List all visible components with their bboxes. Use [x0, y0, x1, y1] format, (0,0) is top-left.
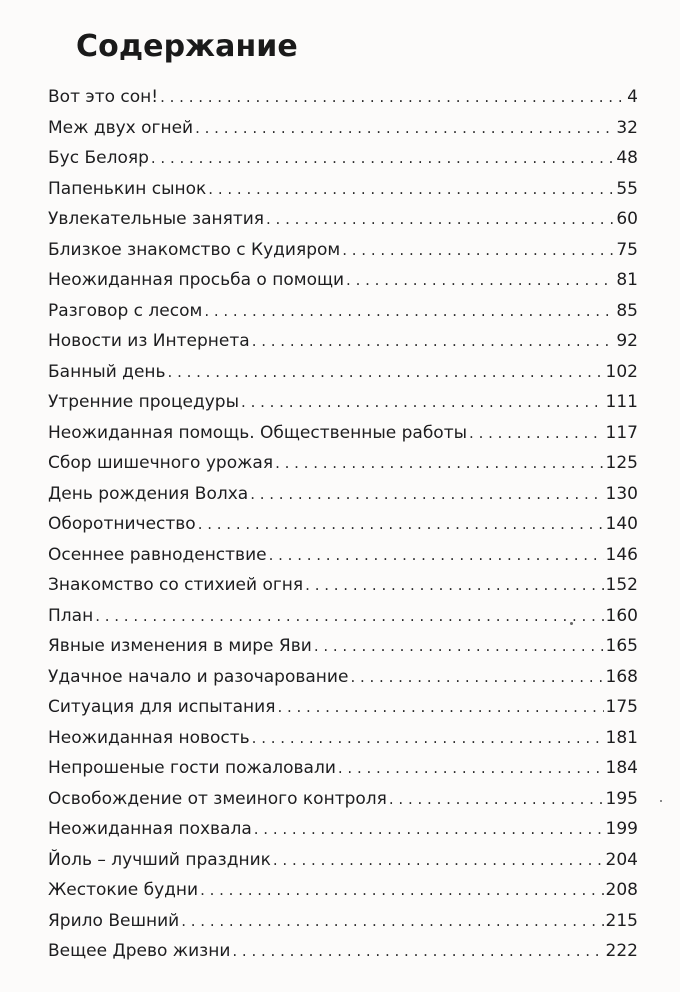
toc-entry-title: Оборотничество — [48, 514, 196, 534]
toc-entry-title: Явные изменения в мире Яви — [48, 636, 312, 656]
toc-entry-page-number: 222 — [605, 941, 638, 961]
toc-entry — [48, 448, 638, 479]
toc-entry — [48, 875, 638, 906]
dot-leader — [350, 662, 603, 692]
dot-leader — [151, 143, 614, 173]
dot-leader — [338, 753, 604, 783]
toc-entry-title: Разговор с лесом — [48, 300, 203, 321]
toc-entry-page-number: 130 — [605, 483, 638, 504]
toc-entry — [48, 479, 638, 510]
toc-entry-page-number: 125 — [605, 453, 638, 473]
dot-leader — [305, 570, 603, 600]
toc-entry-page-number: 152 — [605, 575, 638, 595]
toc-entry-title: Вот это сон! — [48, 87, 159, 107]
toc-entry-title: Знакомство со стихией огня — [48, 575, 304, 595]
dot-leader — [250, 479, 603, 509]
toc-entry-page-number: 204 — [605, 849, 638, 870]
toc-entry-page-number: 208 — [605, 880, 638, 900]
toc-entry-page-number: 199 — [605, 819, 638, 839]
toc-entry — [48, 692, 638, 723]
toc-entry-page-number: 81 — [616, 270, 638, 290]
toc-entry-title: Неожиданная новость — [48, 727, 250, 748]
toc-entry-page-number: 117 — [605, 422, 638, 443]
toc-entry-title: Неожиданная похвала — [48, 819, 252, 839]
dot-leader — [241, 387, 604, 417]
dot-leader — [95, 601, 603, 631]
toc-entry — [48, 540, 638, 571]
toc-entry — [48, 631, 638, 662]
toc-entry-title: Банный день — [48, 361, 166, 382]
toc-entry — [48, 204, 638, 235]
toc-entry — [48, 662, 638, 693]
toc-entry-title: Близкое знакомство с Кудияром — [48, 239, 341, 260]
toc-entry — [48, 906, 638, 937]
toc-entry-title: План — [48, 605, 94, 626]
dot-leader — [168, 357, 604, 387]
toc-entry-page-number: 165 — [605, 636, 638, 656]
toc-entry — [48, 570, 638, 601]
dot-leader — [200, 875, 603, 905]
toc-entry-title: Новости из Интернета — [48, 331, 250, 351]
toc-entry-page-number: 85 — [616, 300, 638, 321]
toc-entry-page-number: 168 — [605, 666, 638, 687]
toc-entry-page-number: 48 — [616, 148, 638, 168]
dot-leader — [273, 845, 604, 875]
dot-leader — [252, 326, 615, 356]
toc-entry — [48, 784, 638, 815]
toc-entry-title: Меж двух огней — [48, 117, 194, 138]
toc-entry-title: Удачное начало и разочарование — [48, 666, 349, 687]
toc-entry — [48, 845, 638, 876]
toc-entry-title: Увлекательные занятия — [48, 209, 265, 229]
toc-entry — [48, 143, 638, 174]
toc-entry — [48, 296, 638, 327]
toc-entry — [48, 265, 638, 296]
table-of-contents — [48, 82, 638, 967]
dot-leader — [266, 204, 614, 234]
toc-entry — [48, 357, 638, 388]
toc-entry — [48, 235, 638, 266]
paper-speck — [570, 622, 573, 625]
toc-entry-title: День рождения Волха — [48, 483, 249, 504]
toc-entry-title: Папенькин сынок — [48, 178, 207, 199]
toc-entry-page-number: 140 — [605, 514, 638, 534]
toc-entry-title: Ситуация для испытания — [48, 697, 276, 717]
toc-entry-page-number: 75 — [616, 239, 638, 260]
dot-leader — [232, 936, 603, 966]
toc-entry — [48, 82, 638, 113]
toc-entry-page-number: 111 — [605, 392, 638, 412]
toc-entry-title: Ярило Вешний — [48, 910, 180, 931]
toc-entry-page-number: 181 — [605, 727, 638, 748]
dot-leader — [275, 448, 603, 478]
toc-entry — [48, 509, 638, 540]
toc-entry-title: Бус Белояр — [48, 148, 149, 168]
toc-entry-page-number: 4 — [627, 87, 638, 107]
paper-speck — [660, 800, 662, 802]
toc-entry-title: Вещее Древо жизни — [48, 941, 231, 961]
toc-entry — [48, 174, 638, 205]
toc-entry-page-number: 60 — [616, 209, 638, 229]
dot-leader — [181, 906, 603, 936]
toc-entry-title: Непрошеные гости пожаловали — [48, 758, 336, 778]
dot-leader — [389, 784, 604, 814]
toc-entry-title: Освобождение от змеиного контроля — [48, 788, 387, 809]
toc-entry-page-number: 146 — [605, 544, 638, 565]
dot-leader — [252, 723, 604, 753]
dot-leader — [314, 631, 604, 661]
toc-entry-title: Сбор шишечного урожая — [48, 453, 274, 473]
page-title: Содержание — [76, 29, 298, 64]
toc-entry-page-number: 175 — [605, 697, 638, 717]
dot-leader — [198, 509, 604, 539]
toc-entry-title: Неожиданная помощь. Общественные работы — [48, 422, 468, 443]
dot-leader — [254, 814, 604, 844]
toc-entry — [48, 326, 638, 357]
toc-entry-page-number: 215 — [605, 910, 638, 931]
dot-leader — [277, 692, 603, 722]
toc-entry-title: Осеннее равноденствие — [48, 544, 267, 565]
toc-entry-page-number: 102 — [605, 361, 638, 382]
toc-entry — [48, 814, 638, 845]
dot-leader — [469, 418, 604, 448]
toc-entry-title: Неожиданная просьба о помощи — [48, 270, 345, 290]
toc-entry-page-number: 160 — [605, 605, 638, 626]
toc-entry-title: Утренние процедуры — [48, 392, 240, 412]
toc-entry-page-number: 32 — [616, 117, 638, 138]
toc-entry — [48, 418, 638, 449]
toc-entry-page-number: 195 — [605, 788, 638, 809]
toc-entry — [48, 723, 638, 754]
dot-leader — [160, 82, 625, 112]
dot-leader — [204, 296, 614, 326]
toc-entry-page-number: 184 — [605, 758, 638, 778]
toc-entry — [48, 387, 638, 418]
toc-entry — [48, 601, 638, 632]
toc-entry-title: Жестокие будни — [48, 880, 199, 900]
toc-entry-page-number: 92 — [616, 331, 638, 351]
toc-entry — [48, 936, 638, 967]
toc-entry — [48, 113, 638, 144]
toc-entry-page-number: 55 — [616, 178, 638, 199]
dot-leader — [208, 174, 614, 204]
dot-leader — [269, 540, 604, 570]
dot-leader — [346, 265, 614, 295]
toc-entry-title: Йоль – лучший праздник — [48, 849, 271, 870]
dot-leader — [342, 235, 614, 265]
toc-entry — [48, 753, 638, 784]
dot-leader — [195, 113, 614, 143]
